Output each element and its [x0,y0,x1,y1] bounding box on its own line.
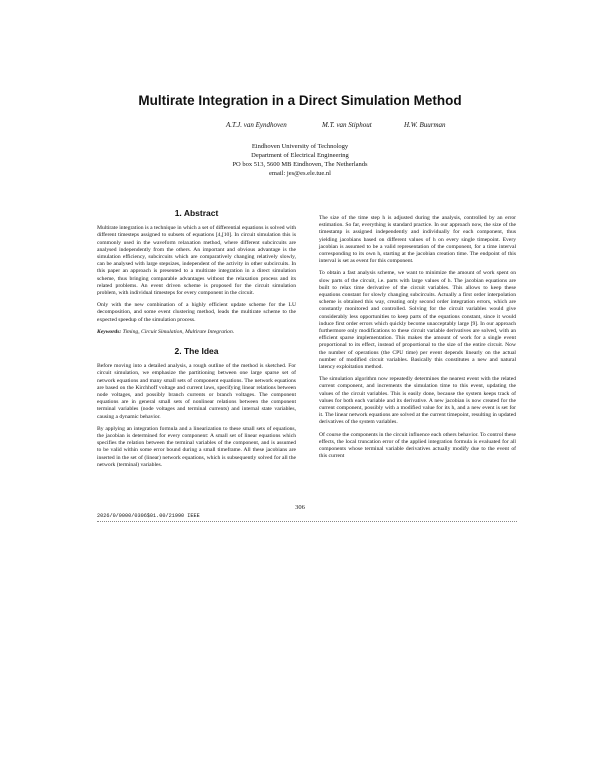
affiliation-block [0,142,600,178]
page-number: 306 [295,504,305,511]
abstract-heading: 1. Abstract [174,208,219,218]
keywords-line [97,329,296,336]
author-3: H.W. Buurman [404,121,446,129]
body-paragraph: Of course the components in the circuit influence each others behavior. To control these effects, the local truncation error of the applied integration formula is evaluated for all components whose terminal variable derivatives actually modify due to the event of this current [319,431,516,460]
right-column [319,215,516,466]
keywords-text: Timing, Circuit Simulation, Multirate Integration. [122,328,235,335]
body-paragraph: To obtain a fast analysis scheme, we want to minimize the amount of work spent on slow parts of the circuit, i.e. parts with large values of h. The jacobian equations are built to relax time derivative of the circuit variables. This allows to keep these equations constant for slowly changing subcircuits. Actually a first order interpolation scheme is obtained this way, creating only second order integration errors, which are constantly monitored and controlled. Solving for the circuit variables would give considerably less opportunities to keep parts of the equations constant, since it would induce first order errors which quickly become unacceptably large [9]. In our approach furthermore only modifications to these circuit variable derivatives are solved, with an efficient sparse implementation. This makes the amount of work for a single event proportional to its effect, instead of proportional to the size of the entire circuit. Now the number of operations (the CPU time) per event depends linearly on the actual number of modified circuit variables. Basically this constitutes a new and natural latency exploitation method. [319,270,516,371]
author-list [0,121,600,133]
author-1: A.T.J. van Eyndhoven [226,121,287,129]
affiliation-address: PO box 513, 5600 MB Eindhoven, The Netherlands [232,161,368,168]
idea-heading: 2. The Idea [174,346,219,357]
paper-title: Multirate Integration in a Direct Simulation Method [138,93,462,108]
affiliation-university: Eindhoven University of Technology [251,143,349,150]
keywords-label: Keywords: [97,328,122,335]
author-2: M.T. van Stiphout [322,121,372,129]
idea-paragraph: By applying an integration formula and a linearization to these small sets of equations, the jacobian is determined for every component: A small set of linear equations which specifies the relation between the terminal variables of the component, and is assumed to be valid within some error bound during a small timeframe. All these jacobians are inserted in the set of (linear) network equations, which is subsequently solved for all the network (terminal) variables. [97,425,296,468]
abstract-paragraph: Only with the new combination of a highly efficient update scheme for the LU decomposition, and some event clustering method, leads the multirate scheme to the expected speedup of the simulation process. [97,302,296,323]
affiliation-email: email: jes@es.ele.tue.nl [269,170,331,177]
footer-code: 2026/0/0000/0306$01.00/21990 IEEE [97,513,200,519]
affiliation-department: Department of Electrical Engineering [251,152,349,159]
left-column [97,210,296,474]
footer-divider [97,521,517,522]
abstract-paragraph: Multirate integration is a technique in which a set of differential equations is solved with different timesteps assigned to subsets of equations [4,[10]. In circuit simulation this is commonly used in the waveform relaxation method, where different subcircuits are analysed independently from the others. An important and obvious advantage is the simulation efficiency, subcircuits which are comparatively changing relatively slowly, can be analysed with large stepsizes, independent of the activity in other subcircuits. In this paper an approach is presented to a multirate integration in a direct simulation scheme, thus bringing comparable advantages without the relaxation process and its related problems. An event driven scheme is proposed for the circuit simulation problem, with individual timesteps for every component in the circuit. [97,225,296,297]
body-paragraph: The simulation algorithm now repeatedly determines the nearest event with the related current component, and increments the simulation time to this event, updating the values of the circuit variables. This is easily done, because the system keeps track of values for both each variable and its derivative. A new jacobian is now created for the current component, possibly with a modified value for its h, and a new event is set for it. The linear network equations are solved at the current timepoint, resulting in updated derivatives of the system variables. [319,376,516,426]
idea-paragraph: Before moving into a detailed analysis, a rough outline of the method is sketched. For circuit simulation, we emphasize the partitioning between one large sparse set of network equations and many small sets of component equations. The network equations are based on the Kirchhoff voltage and current laws, specifying linear relations between node voltages, and possibly branch currents or branch voltages. The component equations are in general small sets of nonlinear relations between the component terminal variables (node voltages and terminal currents) and internal state variables, causing a dynamic behavior. [97,363,296,420]
body-paragraph: The size of the time step h is adjusted during the analysis, controlled by an error estimation. So far, everything is standard practice. In our approach now, the size of the timestamp is assigned independently and individually for each component, thus yielding jacobians based on different values of h on every single timepoint. Every jacobian is assumed to be a valid representation of the component, for a time interval corresponding to its own h, starting at the jacobian creation time. The endpoint of this interval is set as event for this component. [319,215,516,265]
